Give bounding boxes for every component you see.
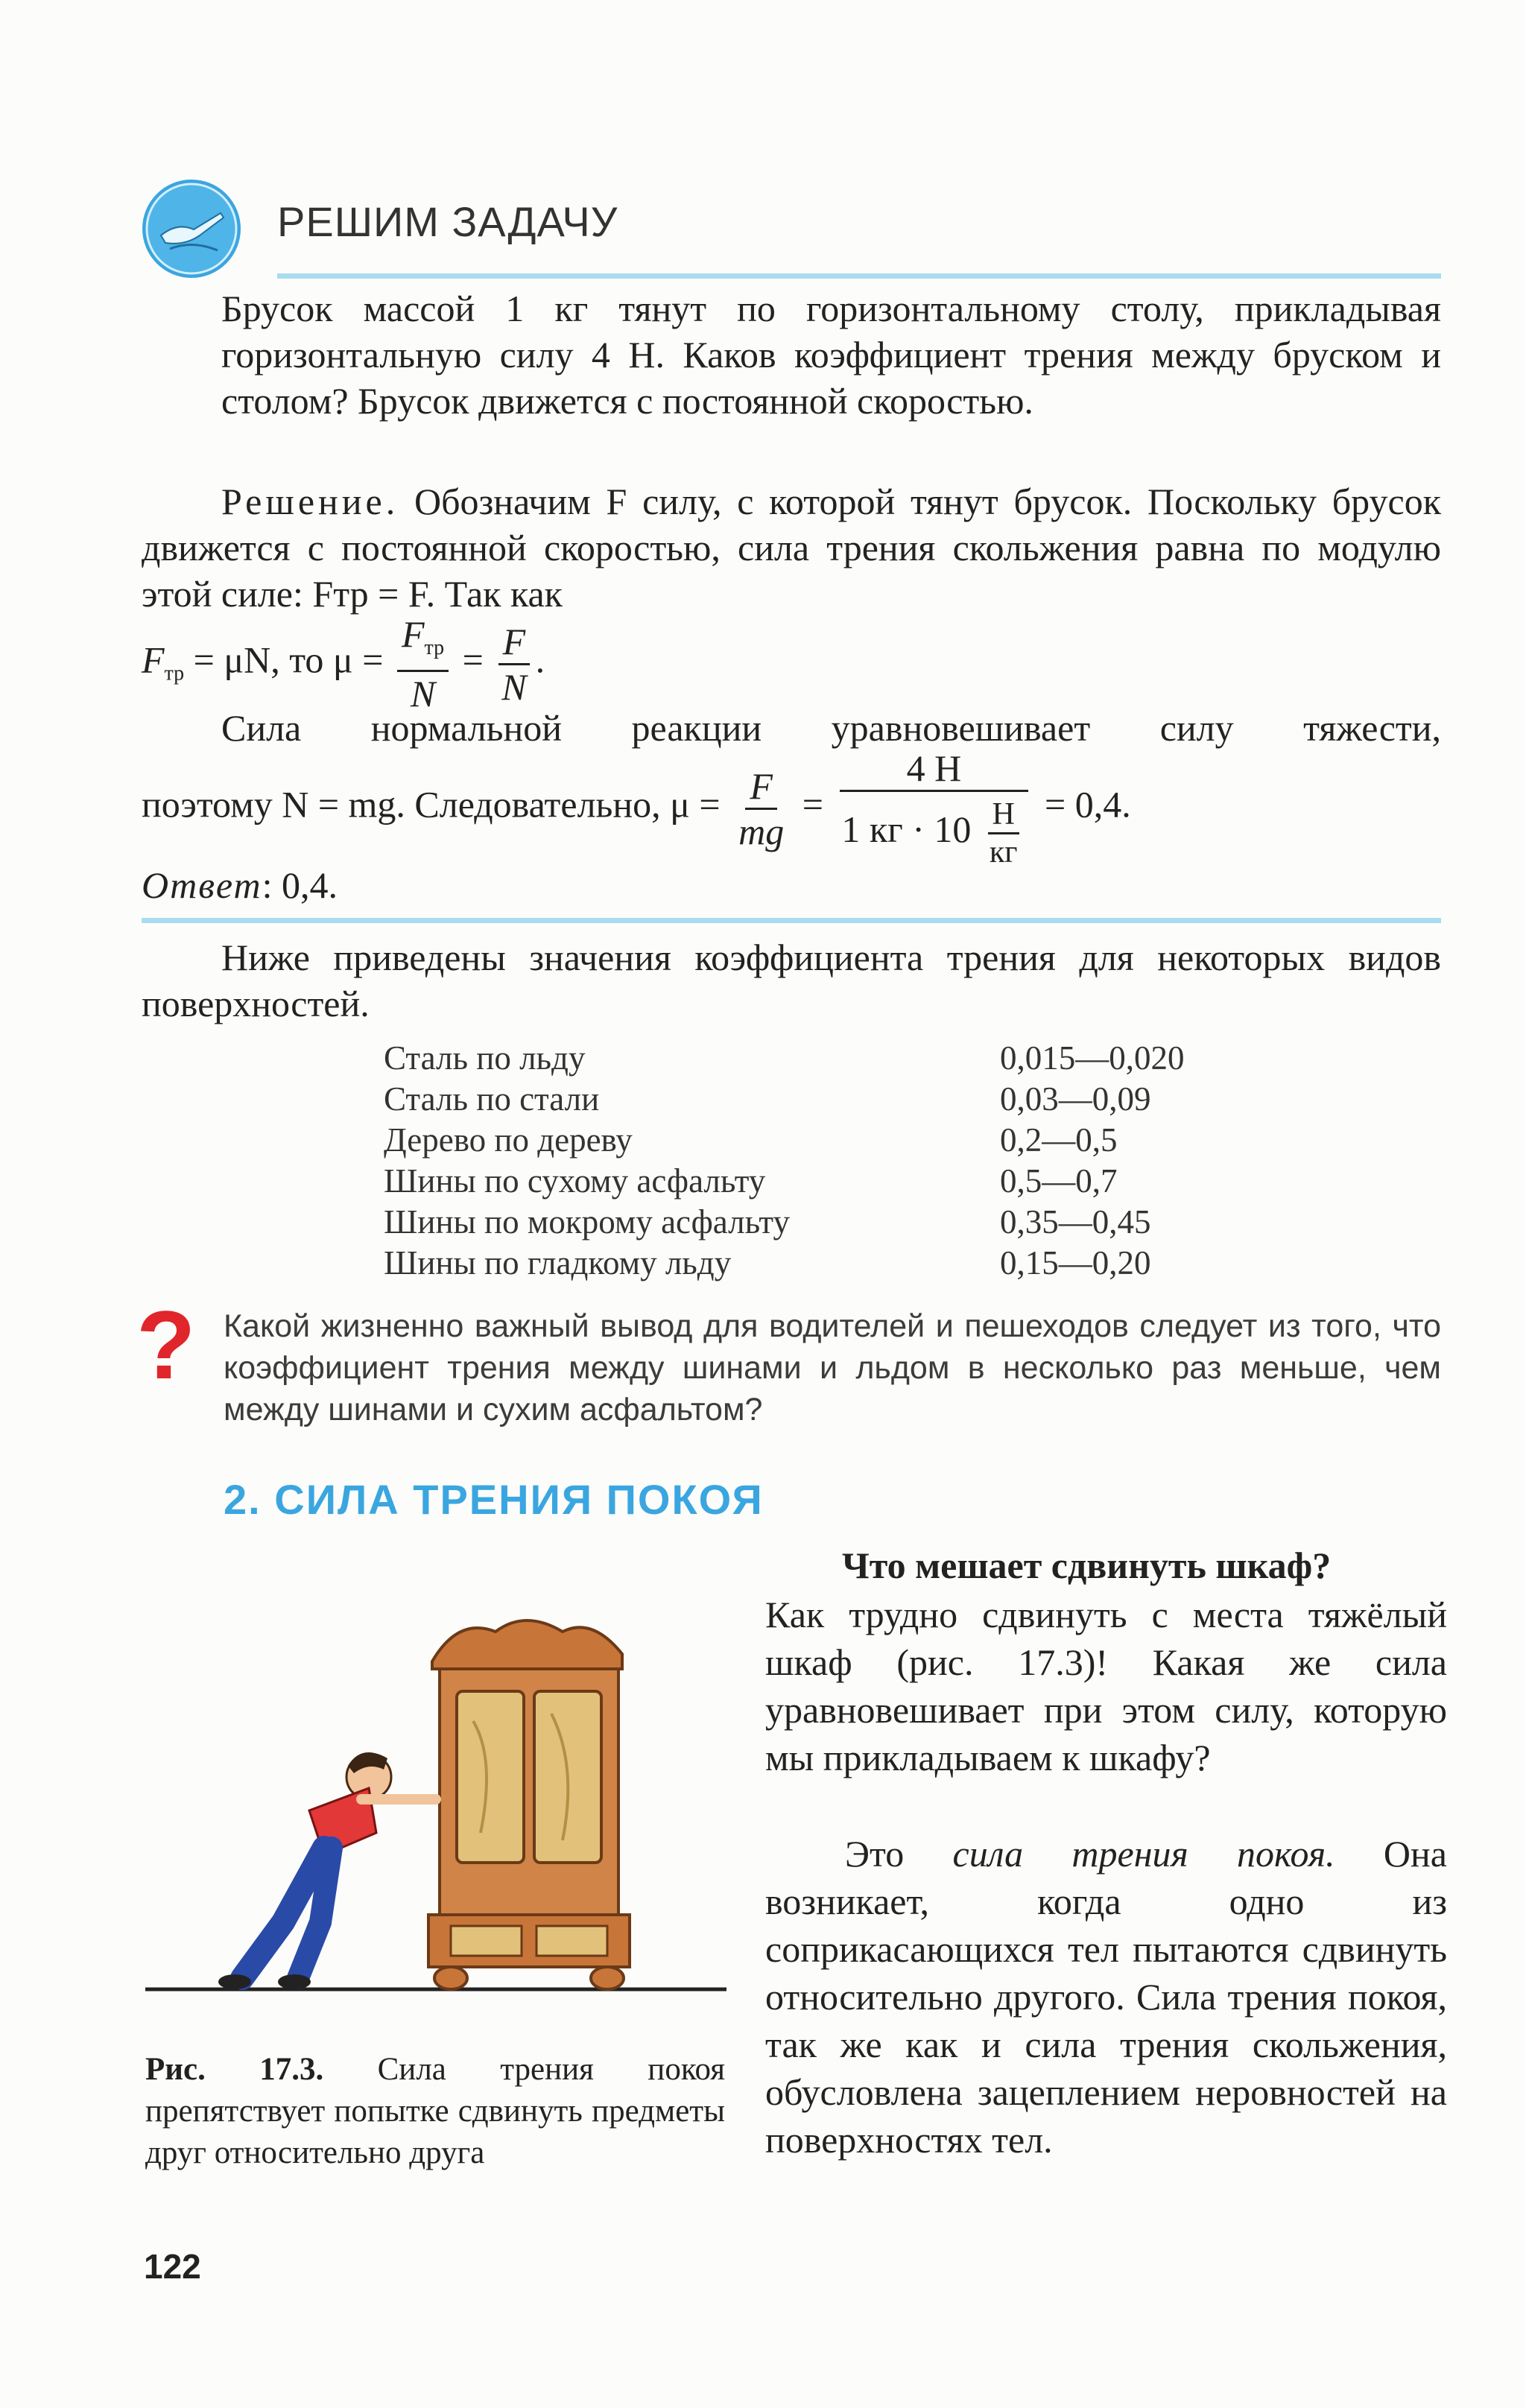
table-value: 0,03—0,09 — [1000, 1080, 1151, 1118]
solution-label: Решение. — [221, 481, 399, 522]
cabinet-figure — [145, 1609, 726, 1997]
fraction-numeric — [837, 747, 1030, 870]
para2-start: Это — [845, 1833, 953, 1875]
force-symbol: F — [142, 639, 165, 681]
question-mark-icon: ? — [136, 1290, 196, 1399]
answer-rule — [142, 918, 1441, 923]
big-den — [837, 792, 1030, 870]
problem-statement: Брусок массой 1 кг тянут по горизонтальному столу, прикладывая горизонтальную силу 4 Н. Каков коэффициент трения между бруском и столом? Брусок движется с постоянной скоростью. — [221, 288, 1441, 422]
task-icon — [140, 177, 243, 280]
frac-f: F — [745, 764, 777, 810]
frac1-num: F — [401, 613, 425, 655]
formula-end: . — [535, 639, 545, 681]
figure-label: Рис. 17.3. — [145, 2052, 324, 2087]
section2-para1: Как трудно сдвинуть с места тяжёлый шкаф (рис. 17.3)! Какая же сила уравновешивает при этом силу, которую мы прикладываем к шкафу? — [765, 1594, 1447, 1778]
frac1-den: N — [410, 673, 436, 715]
figure-caption-text: Сила трения покоя препятствует попытке сдвинуть предметы друг относительно друга — [145, 2052, 725, 2170]
table-surface: Сталь по стали — [384, 1080, 600, 1118]
para2-term: сила трения покоя. — [952, 1833, 1335, 1875]
table-surface: Сталь по льду — [384, 1039, 586, 1077]
section2-para2 — [765, 1830, 1447, 2164]
normal-force-text: Сила нормальной реакции уравновешивает силу тяжести, — [221, 707, 1441, 749]
table-value: 0,2—0,5 — [1000, 1121, 1118, 1159]
section2-heading: 2. СИЛА ТРЕНИЯ ПОКОЯ — [224, 1476, 764, 1523]
frac2-num: F — [498, 620, 531, 665]
formula2-prefix: поэтому N = mg. Следовательно, μ = — [142, 783, 730, 826]
solution-text: Обозначим F силу, с которой тянут брусок. Поскольку брусок движется с постоянной скоростью, сила трения скольжения равна по модулю этой силе: Fтр = F. Так как — [142, 481, 1441, 615]
fraction-f-mg — [734, 764, 788, 853]
para2-rest: Она возникает, когда одно из соприкасающихся тел пытаются сдвинуть относительно другого. Сила трения покоя, так же как и сила трения скольжения, обусловлена зацеплением неровностей на поверхностях тел. — [765, 1833, 1447, 2161]
answer-line — [142, 862, 338, 908]
formula-eq1: = μN, то μ = — [184, 639, 393, 681]
table-surface: Шины по гладкому льду — [384, 1244, 732, 1281]
force-subscript: тр — [164, 662, 185, 685]
header-rule — [277, 273, 1441, 279]
solution-paragraph — [142, 478, 1441, 617]
coefficient-formula — [142, 747, 1131, 870]
section-title: РЕШИМ ЗАДАЧУ — [277, 198, 618, 245]
figure-caption — [145, 2049, 725, 2174]
friction-formula — [142, 612, 545, 715]
table-value: 0,5—0,7 — [1000, 1162, 1118, 1200]
frac1-sub: тр — [424, 636, 445, 659]
subheading: Что мешает сдвинуть шкаф? — [842, 1544, 1332, 1586]
formula-eq2: = — [453, 639, 493, 681]
table-intro: Ниже приведены значения коэффициента трения для некоторых видов поверхностей. — [142, 937, 1441, 1024]
answer-label: Ответ — [142, 864, 262, 906]
frac-mg: mg — [738, 810, 785, 852]
table-value: 0,15—0,20 — [1000, 1244, 1151, 1281]
fraction-f-n — [497, 620, 531, 709]
formula2-result: = 0,4. — [1035, 783, 1131, 826]
table-surface: Дерево по дереву — [384, 1121, 633, 1159]
formula2-eq: = — [793, 783, 833, 826]
unit-num: Н — [988, 796, 1019, 834]
page-number: 122 — [144, 2247, 201, 2286]
frac2-den: N — [501, 665, 527, 708]
answer-value: : 0,4. — [262, 864, 338, 906]
table-surface: Шины по сухому асфальту — [384, 1162, 766, 1200]
table-surface: Шины по мокрому асфальту — [384, 1203, 790, 1241]
unit-den: кг — [989, 835, 1018, 869]
fraction-ftr-n — [397, 612, 449, 715]
table-value: 0,015—0,020 — [1000, 1039, 1185, 1077]
big-num: 4 Н — [840, 747, 1029, 792]
big-den-prefix: 1 кг · 10 — [841, 808, 981, 850]
unit-fraction — [985, 796, 1022, 870]
question-text: Какой жизненно важный вывод для водителей и пешеходов следует из того, что коэффициент трения между шинами и льдом в несколько раз меньше, чем между шинами и сухим асфальтом? — [224, 1308, 1441, 1428]
table-value: 0,35—0,45 — [1000, 1203, 1151, 1241]
